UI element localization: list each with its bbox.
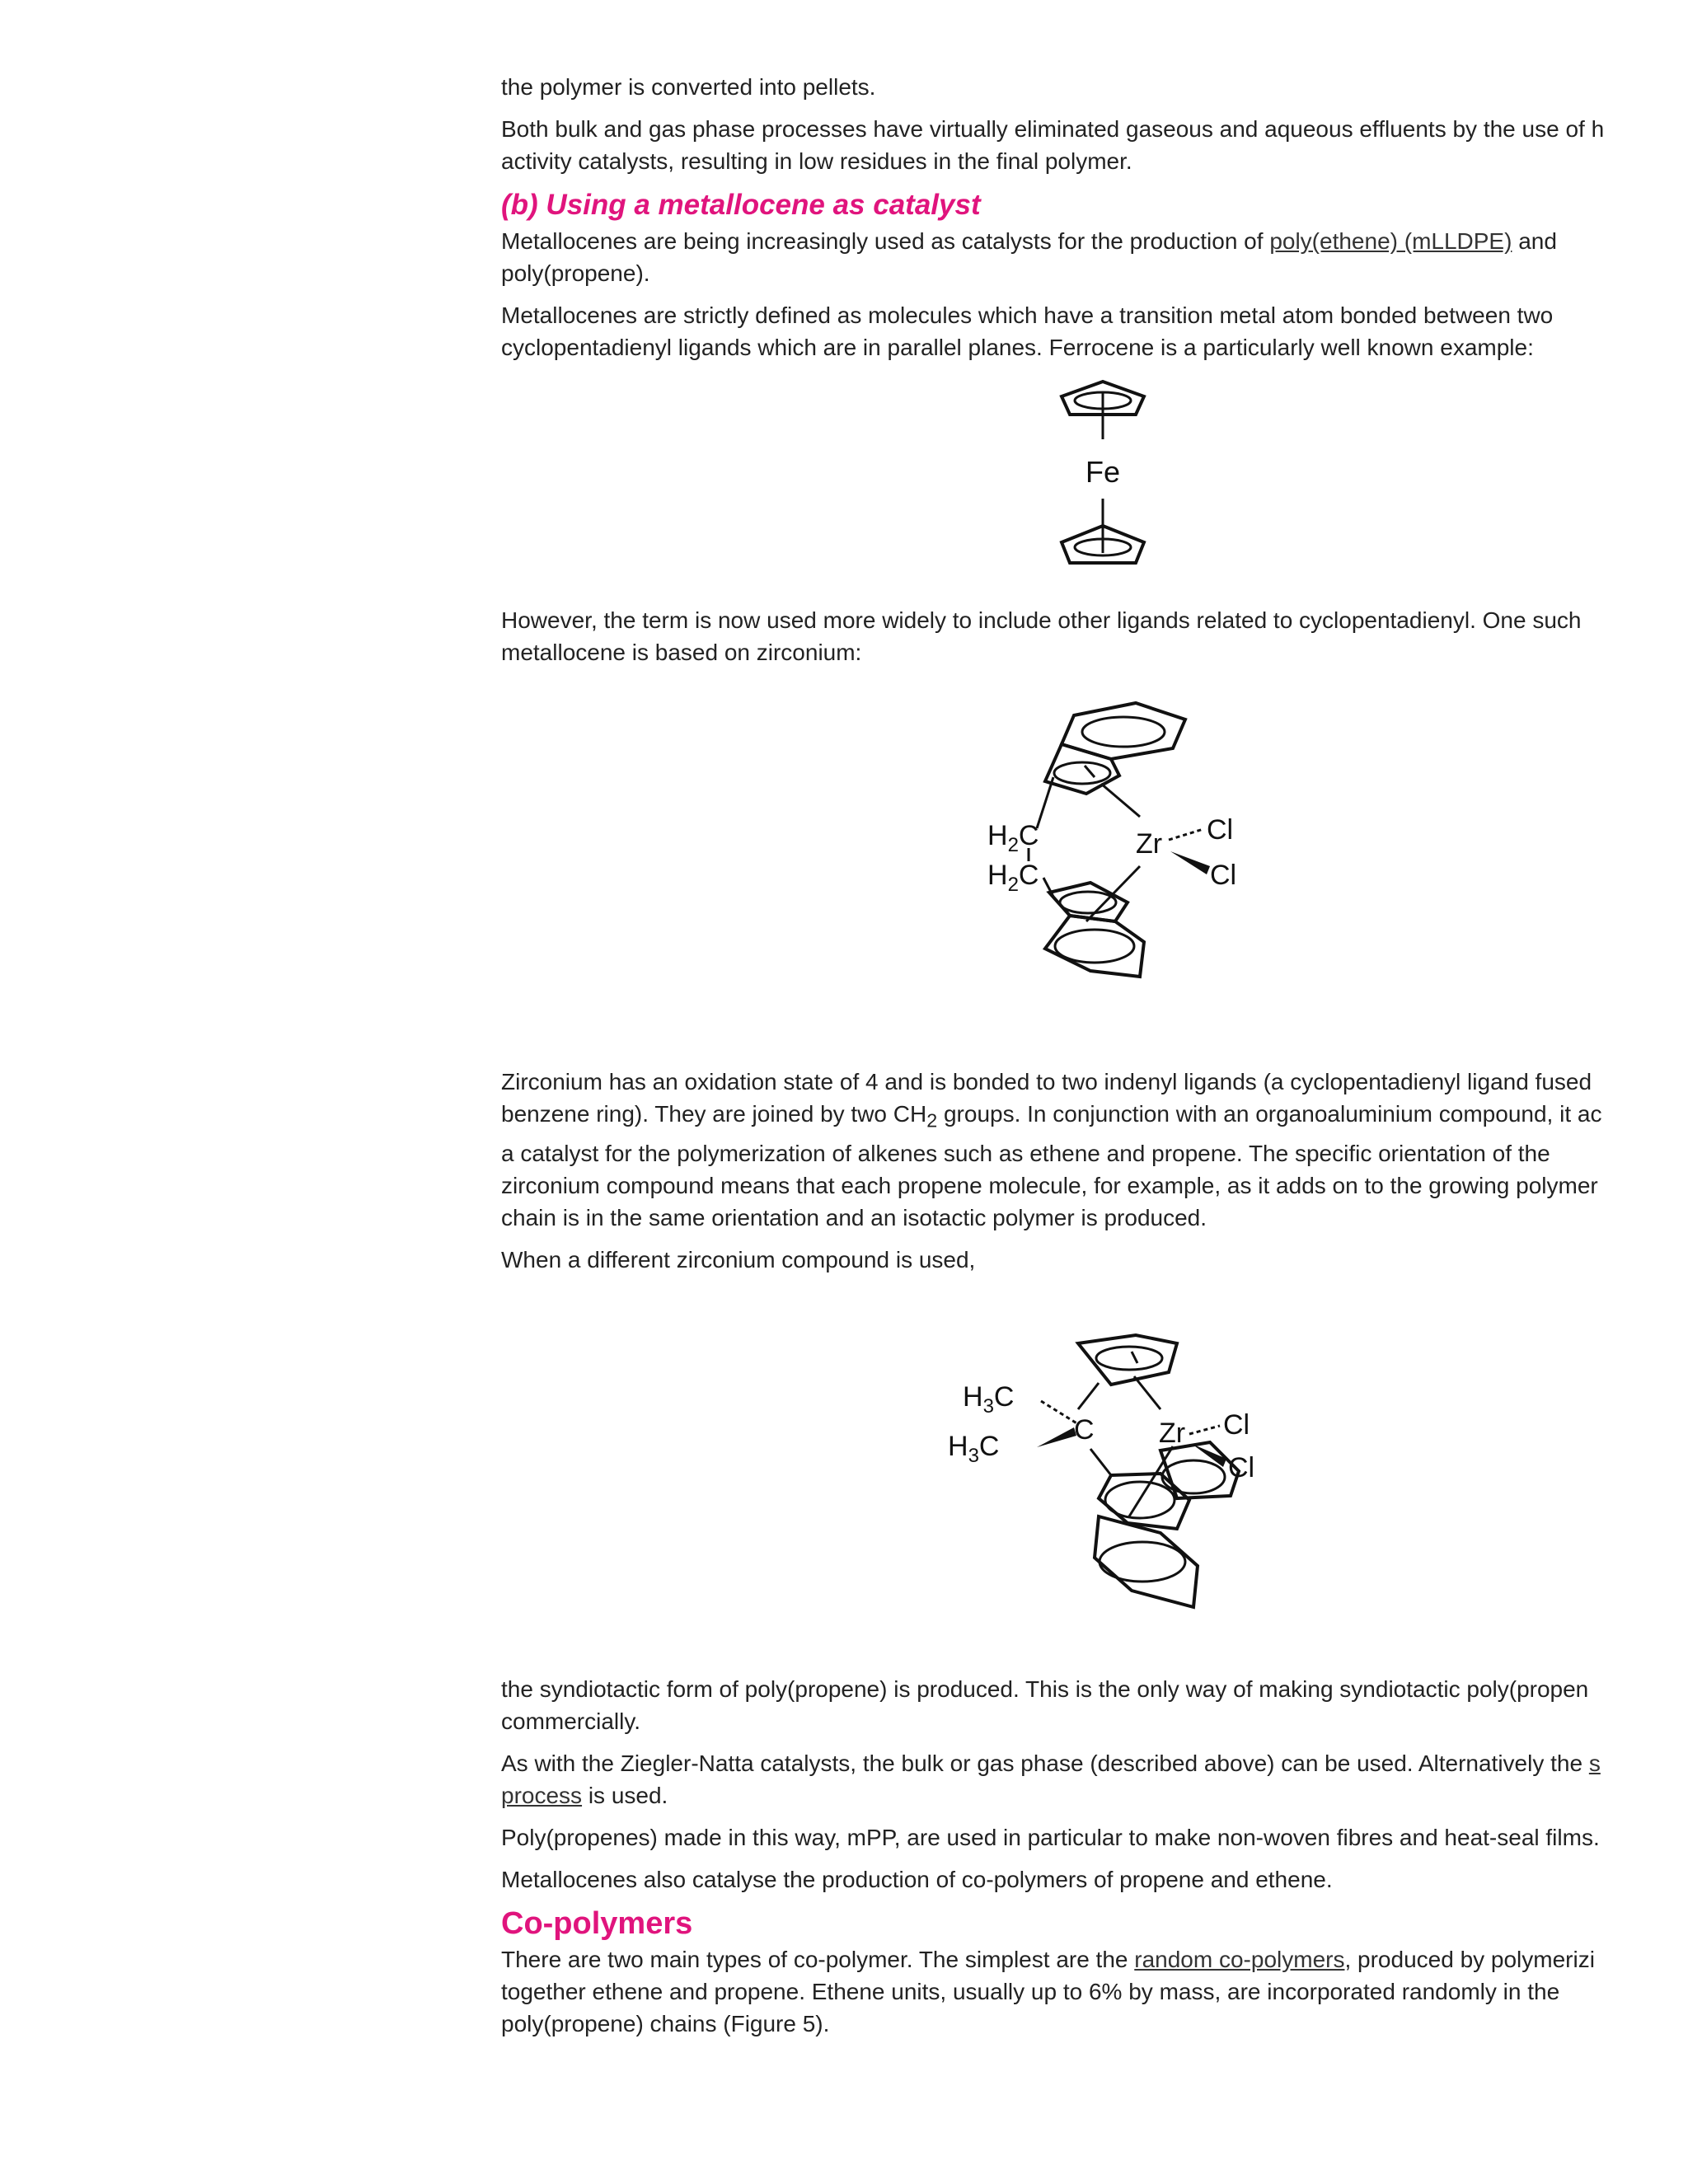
chlorine-label-2: Cl — [1210, 860, 1237, 891]
paragraph — [501, 299, 1614, 363]
text-line: Both bulk and gas phase processes have virtually eliminated gaseous and aqueous effluents by the use of h — [501, 116, 1605, 142]
text-line: zirconium compound means that each propene molecule, for example, as it adds on to the growing polymer — [501, 1172, 1598, 1198]
text-line: cyclopentadienyl ligands which are in parallel planes. Ferrocene is a particularly well known example: — [501, 335, 1534, 360]
section-heading-metallocene: (b) Using a metallocene as catalyst — [501, 189, 981, 221]
text-span: There are two main types of co-polymer. The simplest are the — [501, 1946, 1135, 1972]
paragraph: Metallocenes also catalyse the production of co-polymers of propene and ethene. — [501, 1866, 1333, 1892]
chlorine-label-2: Cl — [1228, 1451, 1255, 1483]
link-mlldpe[interactable]: poly(ethene) (mLLDPE) — [1269, 228, 1512, 254]
paragraph — [501, 1066, 1614, 1234]
paragraph: Poly(propenes) made in this way, mPP, are used in particular to make non-woven fibres and heat-seal films. — [501, 1824, 1600, 1850]
text-line: together ethene and propene. Ethene units, usually up to 6% by mass, are incorporated randomly in the — [501, 1978, 1560, 2004]
link-slurry-process[interactable]: process — [501, 1782, 583, 1808]
methyl-label-2: $H_3C$ — [948, 1430, 1000, 1467]
iron-label: Fe — [1085, 455, 1121, 489]
paragraph — [501, 113, 1614, 177]
zirconocene-isotactic-figure — [501, 678, 1614, 1066]
paragraph — [501, 1747, 1614, 1811]
ferrocene-structure — [1020, 373, 1185, 596]
chlorine-label-1: Cl — [1207, 814, 1234, 846]
paragraph — [501, 1673, 1614, 1737]
text-line: commercially. — [501, 1708, 641, 1734]
text-span: benzene ring). They are joined by two CH — [501, 1101, 927, 1127]
paragraph: the polymer is converted into pellets. — [501, 74, 876, 100]
link-slurry-process-start[interactable]: s — [1588, 1750, 1601, 1776]
text-line: poly(propene) chains (Figure 5). — [501, 2010, 830, 2036]
paragraph — [501, 604, 1614, 668]
text-span: is used. — [582, 1782, 668, 1808]
section-heading-copolymers: Co-polymers — [501, 1905, 693, 1941]
text-line: Metallocenes are strictly defined as molecules which have a transition metal atom bonded between two — [501, 302, 1554, 328]
text-line: poly(propene). — [501, 260, 650, 286]
text-span: Metallocenes are being increasingly used as catalysts for the production of — [501, 228, 1270, 254]
text-line: metallocene is based on zirconium: — [501, 640, 862, 665]
ch2-label-top: $H_2C$ — [987, 820, 1039, 856]
text-span: , produced by polymerizi — [1344, 1946, 1595, 1972]
zirconocene-syndiotactic-figure — [501, 1286, 1614, 1673]
methyl-label-1: $H_3C$ — [963, 1380, 1015, 1418]
text-line: chain is in the same orientation and an isotactic polymer is produced. — [501, 1204, 1207, 1230]
zirconium-label: Zr — [1159, 1417, 1186, 1449]
text-line: the syndiotactic form of poly(propene) is produced. This is the only way of making syndiotactic poly(propen — [501, 1675, 1589, 1702]
article-column — [501, 71, 1614, 2050]
paragraph: When a different zirconium compound is used, — [501, 1246, 976, 1272]
zirconium-label: Zr — [1136, 828, 1163, 860]
bridge-carbon-label: C — [1074, 1413, 1095, 1446]
text-span: groups. In conjunction with an organoaluminium compound, it ac — [937, 1101, 1602, 1127]
zirconocene-syndiotactic-structure — [913, 1294, 1292, 1657]
text-span: As with the Ziegler-Natta catalysts, the bulk or gas phase (described above) can be used. Alternatively the — [501, 1750, 1589, 1776]
text-line: However, the term is now used more widely to include other ligands related to cyclopentadienyl. One such — [501, 607, 1582, 633]
text-span: and — [1512, 228, 1557, 254]
zirconocene-isotactic-structure — [938, 687, 1301, 1049]
link-random-copolymers[interactable]: random co-polymers — [1134, 1946, 1345, 1972]
subscript: 2 — [926, 1109, 938, 1132]
text-line: activity catalysts, resulting in low residues in the final polymer. — [501, 148, 1132, 174]
text-line: Zirconium has an oxidation state of 4 and is bonded to two indenyl ligands (a cyclopentadienyl ligand fused — [501, 1069, 1592, 1094]
paragraph — [501, 1943, 1614, 2040]
ferrocene-figure — [501, 373, 1614, 604]
chlorine-label-1: Cl — [1223, 1408, 1250, 1441]
ch2-label-bottom: $H_2C$ — [987, 860, 1039, 896]
paragraph — [501, 225, 1614, 289]
text-line: a catalyst for the polymerization of alkenes such as ethene and propene. The specific orientation of the — [501, 1140, 1550, 1166]
